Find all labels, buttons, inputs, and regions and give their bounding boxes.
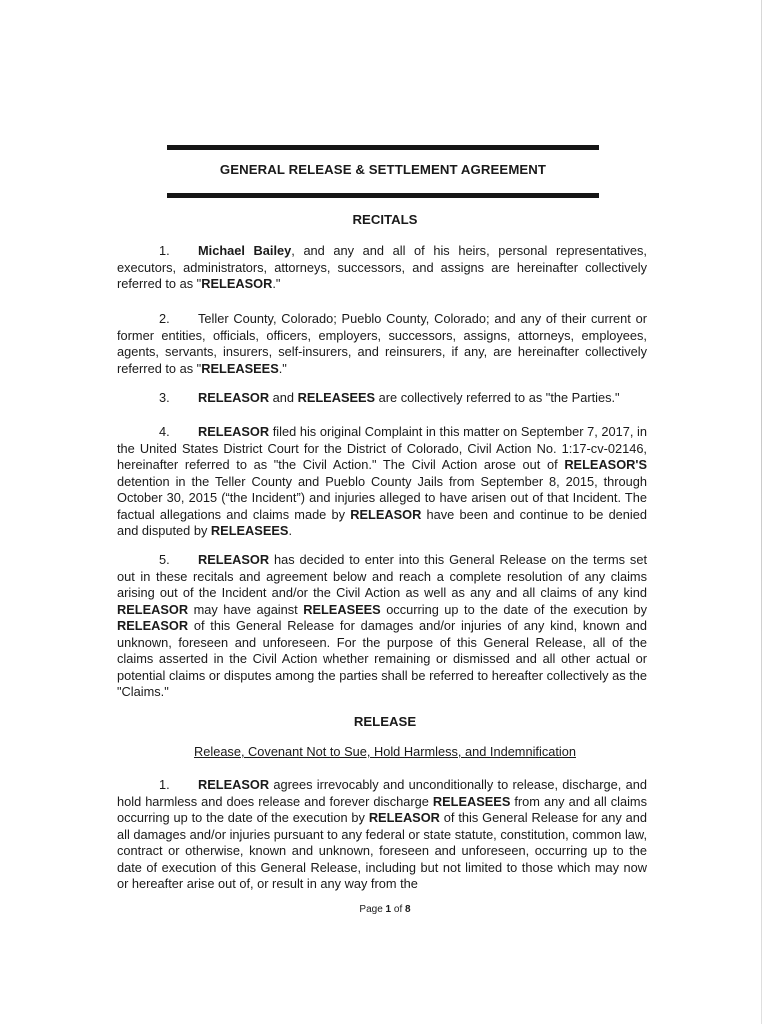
bold-term: RELEASEES <box>303 601 381 617</box>
paragraph-text: , and any and all of his heirs, personal representatives, executors, administrators, attorneys, successors, and assigns are hereinafter collectively referred to as " <box>117 243 647 291</box>
paragraph-text: Teller County, Colorado; Pueblo County, Colorado; and any of their current or former entities, officials, officers, employers, successors, assigns, attorneys, employees, agents, servants, insurers, self-insurers, and reinsurers, if any, are hereinafter collectively referred to as " <box>117 311 647 376</box>
paragraph-text: may have against <box>188 601 304 617</box>
bold-term: RELEASOR <box>350 506 422 522</box>
paragraph-text: has decided to enter into this General Release on the terms set out in these recitals and agreement below and reach a complete resolution of any claims arising out of the Incident and/or the Civil Action as well as any and all claims of any kind <box>117 552 647 600</box>
release-heading: RELEASE <box>353 714 417 729</box>
paragraph-text: ." <box>278 360 287 376</box>
bold-term: RELEASEES <box>297 390 376 405</box>
paragraph-text: and <box>269 390 298 405</box>
paragraph-text: of this General Release for damages and/or injuries of any kind, known and unknown, foreseen and unforeseen. For the purpose of this General Release, all of the claims asserted in the Civil Action whether remaining or dismissed and all other actual or potential claims or disputes among the parties shall be referred to hereafter collectively as the "Claims." <box>117 618 647 699</box>
paragraph-number: 3. <box>159 390 170 405</box>
page-number: 1 <box>385 904 392 915</box>
recital-paragraph <box>117 390 647 407</box>
paragraph-text: are collectively referred to as "the Parties." <box>375 390 620 405</box>
recital-paragraph <box>117 552 647 701</box>
release-subheading: Release, Covenant Not to Sue, Hold Harmless, and Indemnification <box>194 744 576 759</box>
bold-term: RELEASOR <box>368 810 440 825</box>
paragraph-text: agrees irrevocably and unconditionally to release, discharge, and hold harmless and does release and forever discharge <box>117 777 647 809</box>
bold-term: RELEASEES <box>432 793 511 809</box>
bold-term: RELEASEES <box>210 523 289 538</box>
recital-paragraph <box>117 424 647 540</box>
paragraph-text: filed his original Complaint in this matter on September 7, 2017, in the United States District Court for the District of Colorado, Civil Action No. 1:17-cv-02146, hereinafter referred to as "the Civil Action." The Civil Action arose out of <box>117 424 647 472</box>
paragraph-number: 5. <box>159 552 170 567</box>
recitals-heading: RECITALS <box>352 212 418 227</box>
footer-middle: of <box>391 904 406 915</box>
paragraph-number: 2. <box>159 311 170 326</box>
footer-prefix: Page <box>359 904 386 915</box>
paragraph-text: have been and continue to be denied and disputed by <box>117 506 647 538</box>
bold-term: RELEASEES <box>201 360 279 376</box>
page-total: 8 <box>405 904 411 915</box>
paragraph-number: 1. <box>159 777 170 792</box>
document-title: GENERAL RELEASE & SETTLEMENT AGREEMENT <box>219 162 547 177</box>
bold-term: RELEASOR <box>201 276 273 291</box>
paragraph-text: detention in the Teller County and Pueblo County Jails from September 8, 2015, through October 30, 2015 (“the Incident”) and injuries alleged to have arisen out of that Incident. The factual allegations and claims made by <box>117 473 647 522</box>
paragraph-text: . <box>288 523 292 538</box>
paragraph-text: of this General Release for any and all damages and/or injuries pursuant to any federal or state statute, constitution, common law, contract or otherwise, known and unknown, foreseen and unforeseen, occurring up to the date of execution of this General Release, including but not limited to those which may now or hereafter arise out of, or result in any way from the <box>117 810 647 891</box>
bold-term: Michael Bailey <box>198 243 292 258</box>
paragraph-text: from any and all claims occurring up to the date of the execution by <box>117 793 647 825</box>
scan-edge-line <box>761 0 762 1024</box>
recital-paragraph <box>117 243 647 293</box>
recital-paragraph <box>117 311 647 377</box>
paragraph-number: 1. <box>159 243 170 258</box>
paragraph-text: occurring up to the date of the execution by <box>380 601 647 617</box>
bold-term: RELEASOR <box>198 777 270 792</box>
bold-term: RELEASOR <box>198 552 270 567</box>
bold-term: RELEASOR <box>198 390 270 405</box>
page-footer <box>0 904 770 915</box>
bold-term: RELEASOR'S <box>564 457 647 472</box>
title-rule-top <box>167 145 599 150</box>
paragraph-number: 4. <box>159 424 170 439</box>
title-rule-bottom <box>167 193 599 198</box>
release-paragraph <box>117 777 647 893</box>
bold-term: RELEASOR <box>117 601 189 617</box>
bold-term: RELEASOR <box>117 618 189 633</box>
paragraph-text: ." <box>272 276 281 291</box>
bold-term: RELEASOR <box>198 424 270 439</box>
